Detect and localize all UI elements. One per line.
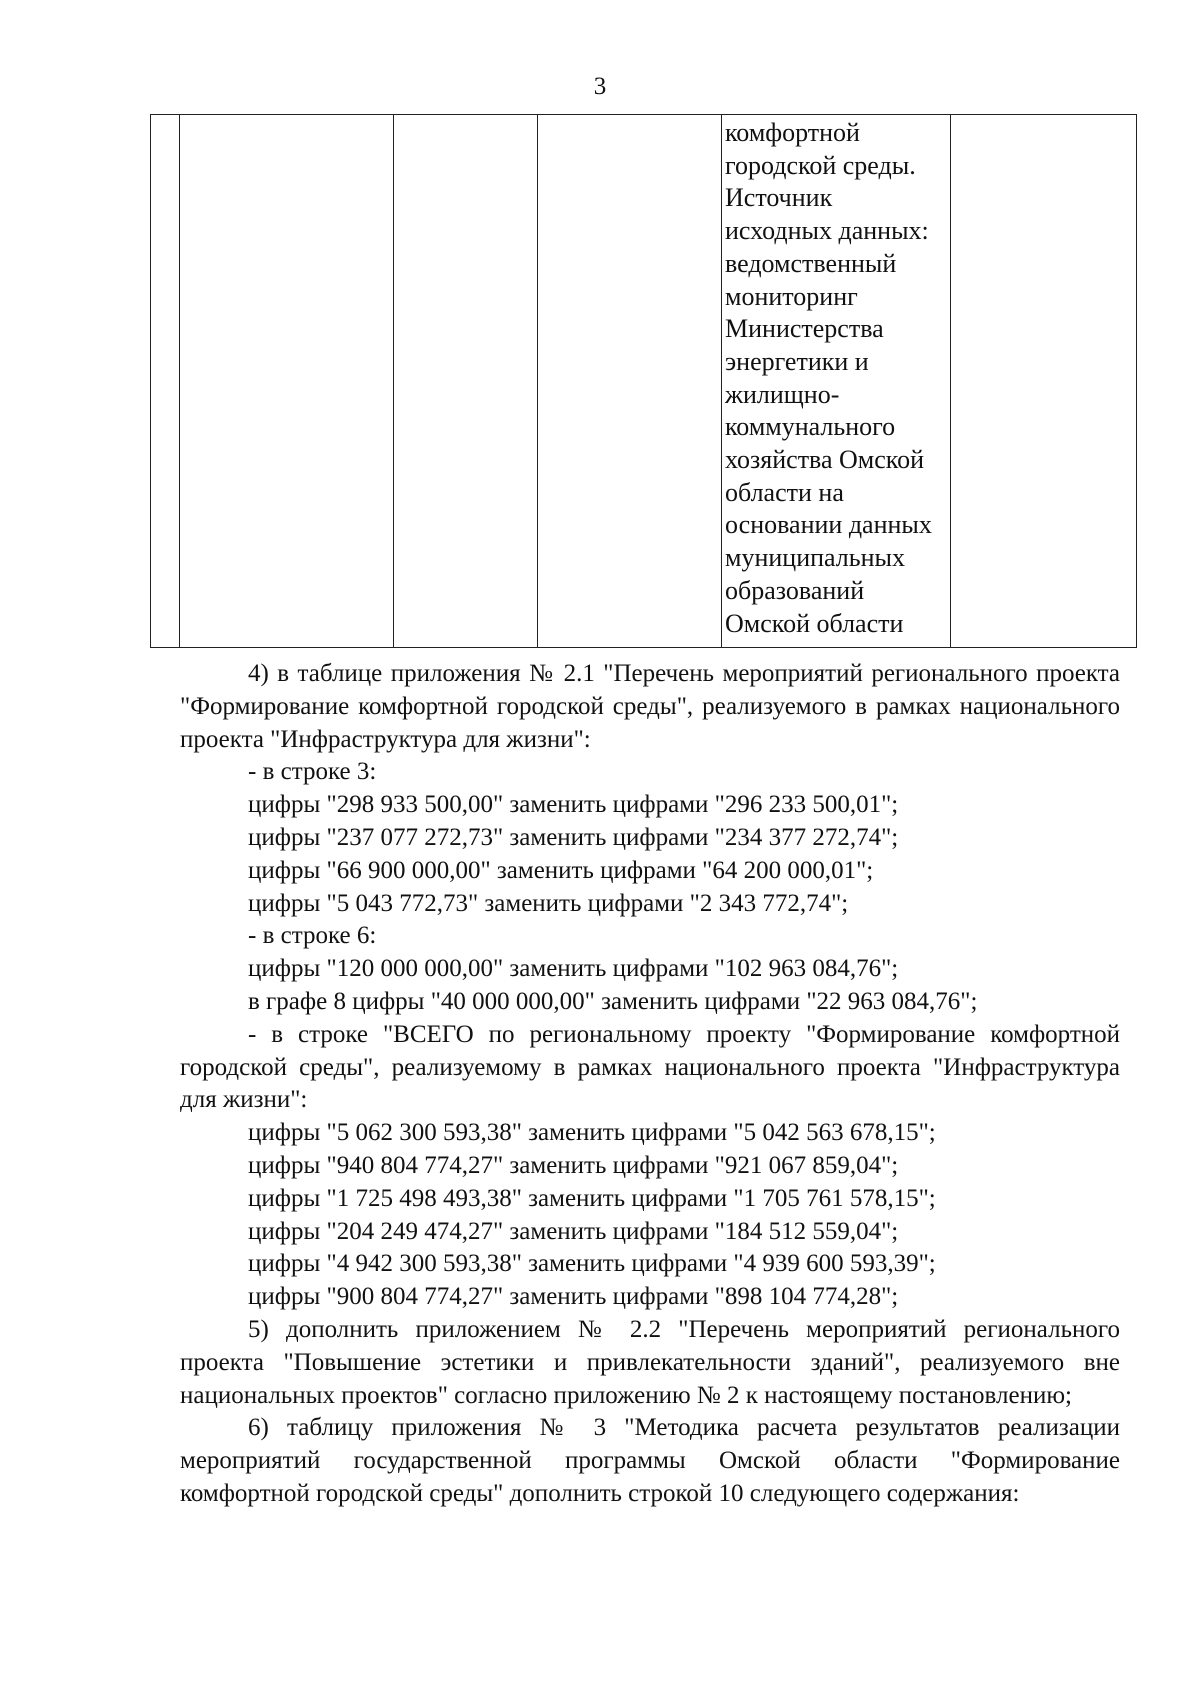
table-cell-6 <box>951 115 1137 648</box>
replacement-line: цифры "5 043 772,73" заменить цифрами "2 343 772,74"; <box>248 889 849 917</box>
table-cell-3 <box>394 115 538 648</box>
table-row <box>151 115 1137 648</box>
table-cell-1 <box>151 115 180 648</box>
replacement-line: цифры "5 062 300 593,38" заменить цифрами "5 042 563 678,15"; <box>248 1119 936 1147</box>
cell-line: мониторинг <box>725 281 858 311</box>
replacement-line: цифры "237 077 272,73" заменить цифрами "234 377 272,74"; <box>248 823 899 851</box>
cell-line: Омской области <box>725 608 904 638</box>
cell-line: образований <box>725 575 865 605</box>
cell-line: городской среды. <box>725 150 916 180</box>
table-cell-2 <box>180 115 394 648</box>
paragraph-5: 5) дополнить приложением № 2.2 "Перечень мероприятий регионального проекта "Повышение эстетики и привлекательности зданий", реализуемого вне национальных проектов" согласно приложению № 2 к настоящему постановлению; <box>180 1315 1120 1409</box>
replacement-line: цифры "66 900 000,00" заменить цифрами "64 200 000,01"; <box>248 856 874 884</box>
table-cell-4 <box>538 115 722 648</box>
cell-line: комфортной <box>725 118 860 147</box>
replacement-line: цифры "900 804 774,27" заменить цифрами "898 104 774,28"; <box>248 1283 899 1311</box>
document-body <box>180 658 1120 1511</box>
cell-line: жилищно- <box>725 379 840 409</box>
paragraph-4: 4) в таблице приложения № 2.1 "Перечень мероприятий регионального проекта "Формирование комфортной городской среды", реализуемого в рамках национального проекта "Инфраструктура для жизни": <box>180 660 1120 753</box>
replacement-line: в графе 8 цифры "40 000 000,00" заменить цифрами "22 963 084,76"; <box>248 987 978 1015</box>
cell-line: ведомственный <box>725 248 897 278</box>
continuation-table <box>150 114 1137 648</box>
cell-line: области на <box>725 477 844 507</box>
cell-line: энергетики и <box>725 346 869 376</box>
page-number: 3 <box>593 73 607 100</box>
total-row-heading: - в строке "ВСЕГО по региональному проекту "Формирование комфортной городской среды", реализуемому в рамках национального проекта "Инфраструктура для жизни": <box>180 1020 1120 1114</box>
replacement-line: цифры "120 000 000,00" заменить цифрами "102 963 084,76"; <box>248 955 899 983</box>
replacement-line: цифры "204 249 474,27" заменить цифрами "184 512 559,04"; <box>248 1217 899 1245</box>
cell-line: коммунального <box>725 412 896 442</box>
cell-line: исходных данных: <box>725 216 929 246</box>
replacement-line: цифры "298 933 500,00" заменить цифрами "296 233 500,01"; <box>248 791 899 819</box>
cell-line: хозяйства Омской <box>725 445 925 475</box>
row3-heading: - в строке 3: <box>248 758 377 786</box>
replacement-line: цифры "4 942 300 593,38" заменить цифрами "4 939 600 593,39"; <box>248 1250 936 1278</box>
cell-line: Источник <box>725 183 833 213</box>
cell-line: Министерства <box>725 314 884 344</box>
cell-line: основании данных <box>725 510 932 540</box>
row6-heading: - в строке 6: <box>248 922 377 950</box>
table-cell-source <box>722 115 951 648</box>
replacement-line: цифры "940 804 774,27" заменить цифрами "921 067 859,04"; <box>248 1151 899 1179</box>
cell-line: муниципальных <box>725 543 906 573</box>
paragraph-6: 6) таблицу приложения № 3 "Методика расчета результатов реализации мероприятий государственной программы Омской области "Формирование комфортной городской среды" дополнить строкой 10 следующего содержания: <box>180 1414 1120 1507</box>
replacement-line: цифры "1 725 498 493,38" заменить цифрами "1 705 761 578,15"; <box>248 1184 936 1212</box>
